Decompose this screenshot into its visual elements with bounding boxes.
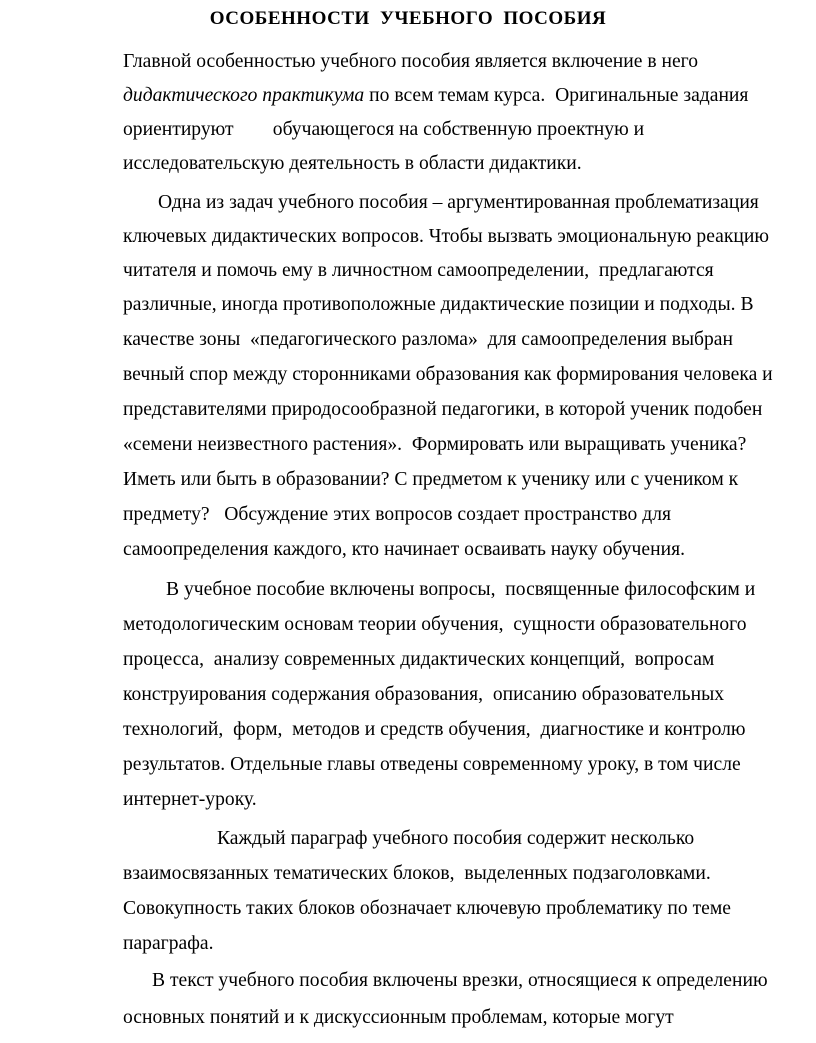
text-line: Совокупность таких блоков обозначает ключевую проблематику по теме [123,898,731,919]
text-line: интернет-уроку. [123,789,257,810]
text-line: параграфа. [123,933,214,954]
text-line: читателя и помочь ему в личностном самоопределении, предлагаются [123,260,714,281]
paragraph-start-line: В учебное пособие включены вопросы, посвященные философским и [166,579,756,600]
text-line: основных понятий и к дискуссионным проблемам, которые могут [123,1007,674,1028]
text-line-with-italic [123,83,748,109]
text-line: представителями природосообразной педагогики, в которой ученик подобен [123,399,763,420]
text-line: качестве зоны «педагогического разлома» для самоопределения выбран [123,329,733,350]
text-line: Иметь или быть в образовании? С предметом к ученику или с учеником к [123,469,739,490]
text-line: различные, иногда противоположные дидактические позиции и подходы. В [123,294,754,315]
text-line: результатов. Отдельные главы отведены современному уроку, в том числе [123,754,741,775]
text-line: самоопределения каждого, кто начинает осваивать науку обучения. [123,539,685,560]
text-line: исследовательскую деятельность в области дидактики. [123,153,582,174]
text-line: ориентируют обучающегося на собственную проектную и [123,119,645,140]
text-line: конструирования содержания образования, описанию образовательных [123,684,725,705]
text-line: ключевых дидактических вопросов. Чтобы вызвать эмоциональную реакцию [123,226,769,247]
text-line: Главной особенностью учебного пособия является включение в него [123,51,699,72]
text-line: методологическим основам теории обучения, сущности образовательного [123,614,747,635]
text-line: предмету? Обсуждение этих вопросов создает пространство для [123,504,672,525]
text-line-rest: по всем темам курса. Оригинальные задания [369,85,749,106]
page-title: ОСОБЕННОСТИ УЧЕБНОГО ПОСОБИЯ [209,8,607,29]
paragraph-start-line: Одна из задач учебного пособия – аргументированная проблематизация [158,192,759,213]
text-line: взаимосвязанных тематических блоков, выделенных подзаголовками. [123,863,711,884]
italic-term: дидактического практикума [123,85,365,106]
paragraph-start-line: Каждый параграф учебного пособия содержит несколько [217,828,695,849]
text-line: технологий, форм, методов и средств обучения, диагностике и контролю [123,719,746,740]
text-line: процесса, анализу современных дидактических концепций, вопросам [123,649,715,670]
text-line: «семени неизвестного растения». Формировать или выращивать ученика? [123,434,747,455]
paragraph-start-line: В текст учебного пособия включены врезки, относящиеся к определению [152,970,768,991]
text-line: вечный спор между сторонниками образования как формирования человека и [123,364,773,385]
